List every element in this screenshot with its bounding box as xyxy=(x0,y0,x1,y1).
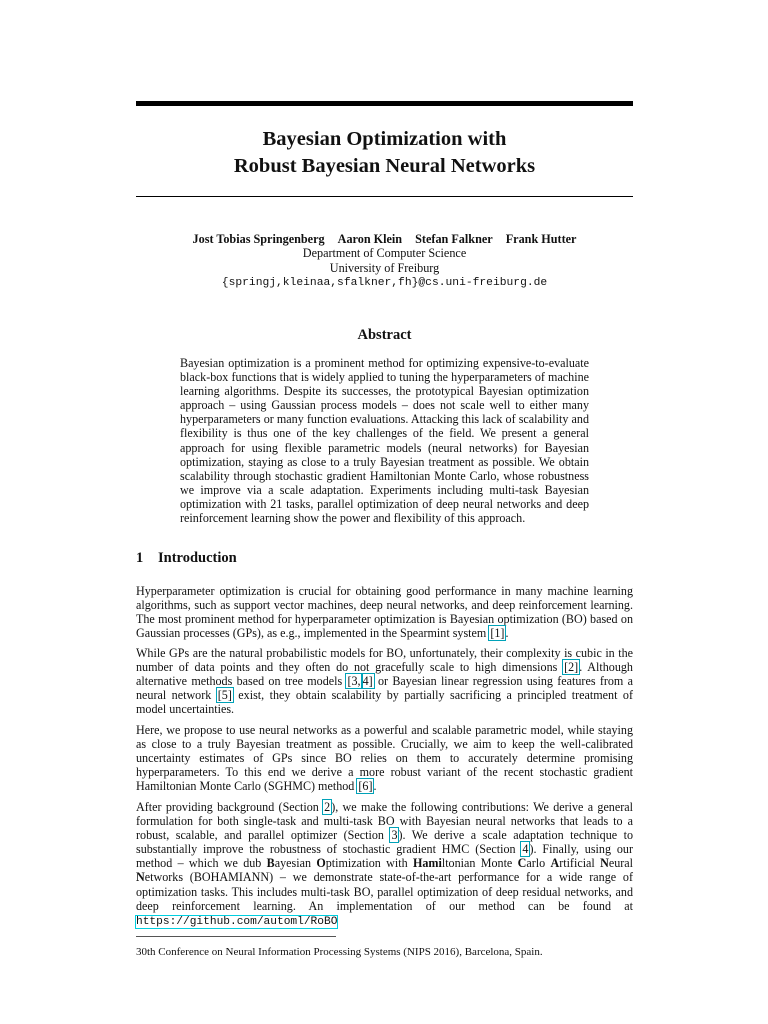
footnote-rule xyxy=(136,936,336,937)
text-run: . xyxy=(505,626,509,641)
acronym-letter: Hami xyxy=(412,856,442,871)
paragraph-4 xyxy=(136,800,633,929)
abstract-heading: Abstract xyxy=(357,327,412,343)
title-top-rule xyxy=(136,101,633,106)
section-heading xyxy=(136,549,237,567)
paragraph-1 xyxy=(136,584,633,640)
section-number: 1 xyxy=(136,550,144,566)
conference-footnote: 30th Conference on Neural Information Processing Systems (NIPS 2016), Barcelona, Spain. xyxy=(136,946,543,958)
citation-link[interactable]: [6] xyxy=(358,779,373,794)
paper-title xyxy=(136,126,633,180)
university: University of Freiburg xyxy=(329,261,440,275)
acronym-letter: O xyxy=(316,856,326,871)
author: Jost Tobias Springenberg xyxy=(192,232,325,246)
text-run: rtificial xyxy=(559,856,601,871)
paragraph-2 xyxy=(136,646,633,716)
email-addresses: {springj,kleinaa,sfalkner,fh}@cs.uni-freiburg.de xyxy=(221,277,548,289)
citation-link[interactable]: [5] xyxy=(217,688,232,703)
acronym-letter: N xyxy=(600,856,609,871)
section-link[interactable]: 3 xyxy=(391,828,398,843)
text-run: . Although alternative methods based on tree models xyxy=(136,660,633,689)
text-run: eural xyxy=(608,856,633,871)
citation-link[interactable]: [2] xyxy=(564,660,579,675)
text-run: ), we make the following contributions: We derive a general formulation for both single-task and multi-task BO with Bayesian neural networks that leads to a robust, scalable, and parallel optimizer (Section xyxy=(136,800,633,843)
section-link[interactable]: 2 xyxy=(324,800,331,814)
text-run: ltonian Monte xyxy=(441,856,518,871)
title-line-1: Bayesian Optimization with xyxy=(262,128,507,150)
text-run: After providing background (Section xyxy=(136,800,324,814)
author: Frank Hutter xyxy=(505,232,577,246)
citation-link[interactable]: [1] xyxy=(490,626,505,641)
text-run: ). Finally, using our method – which we dub xyxy=(136,842,633,871)
text-run: ayesian xyxy=(274,856,317,871)
citation-link[interactable]: [3, xyxy=(347,674,361,689)
section-link[interactable]: 4 xyxy=(522,842,529,857)
acronym-letter: N xyxy=(136,870,145,885)
text-run: Hyperparameter optimization is crucial for obtaining good performance in many machine learning algorithms, such as support vector machines, deep neural networks, and deep reinforcement learning. The most prominent method for hyperparameter optimization is Bayesian optimization (BO) based on Gaussian processes (GPs), as e.g., implemented in the Spearmint system xyxy=(136,584,633,641)
text-run: . xyxy=(373,779,377,794)
text-run: ptimization with xyxy=(325,856,413,871)
paragraph-3 xyxy=(136,723,633,793)
acronym-letter: B xyxy=(266,856,275,871)
text-run: arlo xyxy=(526,856,551,871)
citation-link[interactable]: 4] xyxy=(362,674,373,689)
title-bottom-rule xyxy=(136,196,633,197)
abstract-text: Bayesian optimization is a prominent method for optimizing expensive-to-evaluate black-box functions that is widely applied to tuning the hyperparameters of machine learning algorithms. Despite its successes, the prototypical Bayesian optimization approach – using Gaussian process models – does not scale well to either many hyperparameters or many function evaluations. Attacking this lack of scalability and flexibility is thus one of the key challenges of the field. We present a general approach for using flexible parametric models (neural networks) for Bayesian optimization, staying as close to a truly Bayesian treatment as possible. We obtain scalability through stochastic gradient Hamiltonian Monte Carlo, whose robustness we improve via a scale adaptation. Experiments including multi-task Bayesian optimization with 21 tasks, parallel optimization of deep neural networks and deep reinforcement learning show the power and flexibility of this approach. xyxy=(180,356,589,526)
text-run: Here, we propose to use neural networks as a powerful and scalable parametric model, while staying as close to a truly Bayesian treatment as possible. Crucially, we aim to keep the well-calibrated uncertainty estimates of GPs since BO relies on them to accurately determine promising hyperparameters. To this end we derive a more robust variant of the recent stochastic gradient Hamiltonian Monte Carlo (SGHMC) method xyxy=(136,723,633,794)
text-run: While GPs are the natural probabilistic models for BO, unfortunately, their complexity is cubic in the number of data points and they often do not gracefully scale to high dimensions xyxy=(136,646,633,675)
department: Department of Computer Science xyxy=(302,246,467,260)
github-url-link[interactable]: https://github.com/automl/RoBO xyxy=(136,915,338,928)
acronym-letter: C xyxy=(517,856,527,871)
text-run: or Bayesian linear regression using features from a neural network xyxy=(136,674,633,703)
text-run: exist, they obtain scalability by partially sacrificing a principled treatment of model uncertainties. xyxy=(136,688,633,717)
author: Aaron Klein xyxy=(337,232,403,246)
acronym-letter: A xyxy=(550,856,560,871)
text-run: etworks (BOHAMIANN) – we demonstrate state-of-the-art performance for a wide range of optimization tasks. This includes multi-task BO, parallel optimization of deep residual networks, and deep reinforcement learning. An implementation of our method can be found at xyxy=(136,870,633,913)
text-run: ). We derive a scale adaptation technique to substantially improve the robustness of stochastic gradient HMC (Section xyxy=(136,828,633,857)
author: Stefan Falkner xyxy=(415,232,493,246)
author-list xyxy=(136,232,633,247)
title-line-2: Robust Bayesian Neural Networks xyxy=(233,155,536,177)
section-title: Introduction xyxy=(158,550,237,566)
